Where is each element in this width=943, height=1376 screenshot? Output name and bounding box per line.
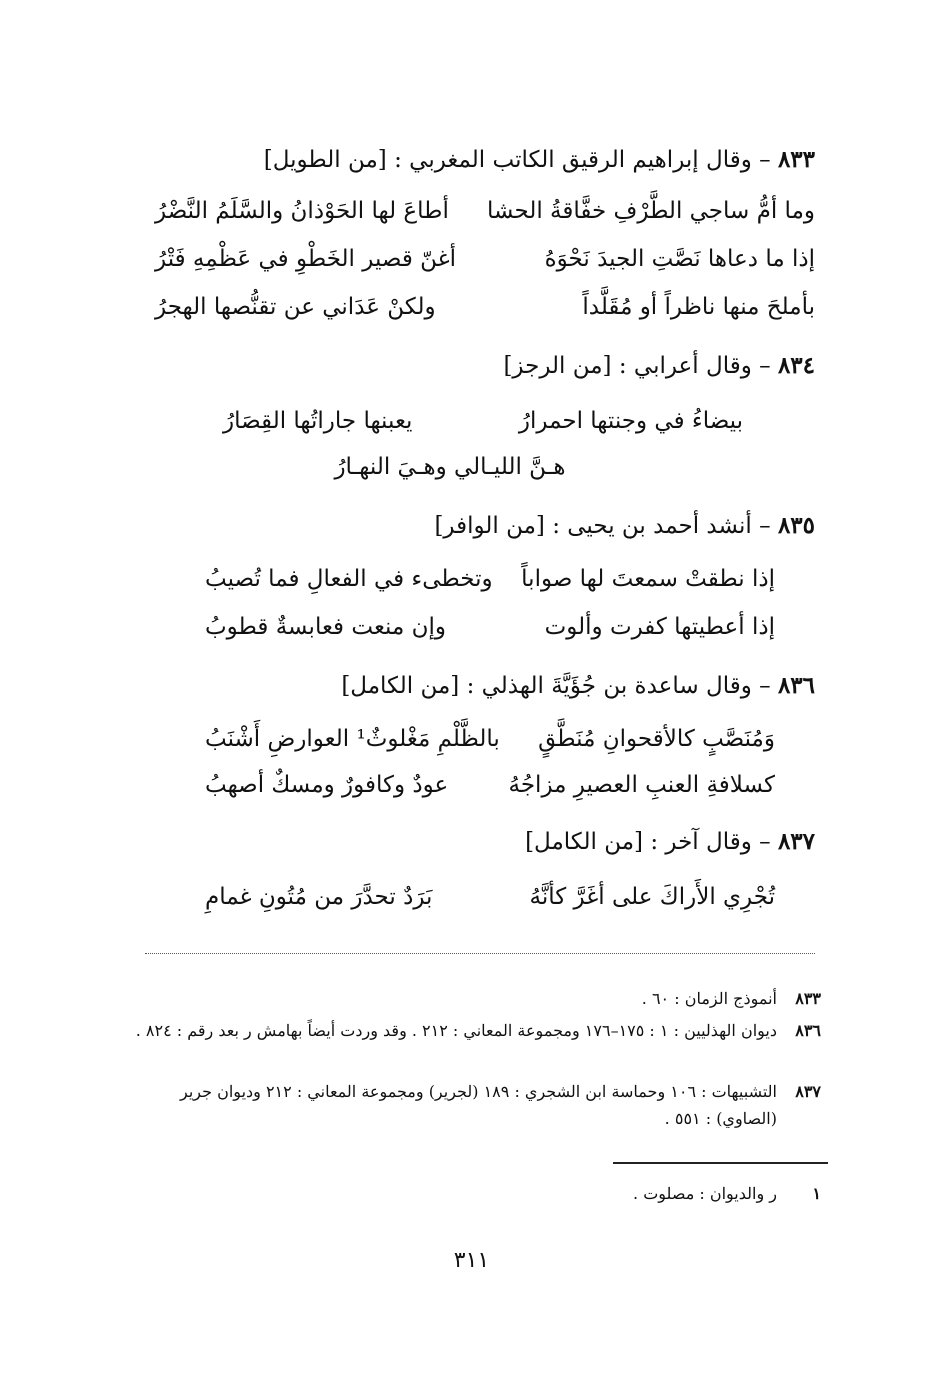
second-hemistich: بالظَّلْمِ مَغْلوثٌ¹ العوارضِ أَشْنَبُ bbox=[205, 726, 500, 752]
page-number: ٣١١ bbox=[453, 1248, 490, 1273]
entry-heading-833 bbox=[264, 146, 815, 173]
entry-heading-text: – أنشد أحمد بن يحيى : [من الوافر] bbox=[434, 513, 771, 539]
footnote-text: ديوان الهذليين : ١ : ١٧٥–١٧٦ ومجموعة المعاني : ٢١٢ . وقد وردت أيضاً بهامش ر بعد رقم : ٨٢٤ . bbox=[135, 1021, 777, 1040]
footnote-text: التشبيهات : ١٠٦ وحماسة ابن الشجري : ١٨٩ (لجرير) ومجموعة المعاني : ٢١٢ وديوان جرير (الصاوي) : ٥٥١ . bbox=[180, 1082, 777, 1128]
second-hemistich: وإن منعت فعابسةٌ قطوبُ bbox=[205, 614, 447, 640]
second-hemistich: وتخطىء في الفعالِ فما تُصيبُ bbox=[205, 566, 493, 592]
centered-verse: هـنَّ الليـالي وهـيَ النهـارُ bbox=[334, 454, 566, 480]
note-text: ر والديوان : مصلوت . bbox=[633, 1184, 777, 1203]
entry-heading-text: – وقال إبراهيم الرقيق الكاتب المغربي : [من الطويل] bbox=[263, 147, 771, 173]
entry-number: ٨٣٤ bbox=[777, 352, 815, 379]
first-hemistich: وما أمُّ ساجي الطَّرْفِ خفَّاقةُ الحشا bbox=[486, 198, 815, 224]
entry-number: ٨٣٧ bbox=[777, 828, 815, 855]
textual-note bbox=[121, 1180, 821, 1207]
footnotes-divider bbox=[145, 953, 815, 954]
footnote bbox=[121, 985, 821, 1012]
first-hemistich: وَمُنَصَّبٍ كالأقحوانِ مُنَطَّقٍ bbox=[538, 726, 775, 752]
second-hemistich: أغنّ قصير الخَطْوِ في عَظْمِهِ فَتْرُ bbox=[155, 246, 457, 272]
first-hemistich: بيضاءُ في وجنتها احمرارُ bbox=[518, 408, 743, 434]
entry-number: ٨٣٥ bbox=[777, 512, 815, 539]
footnote-number: ٨٣٦ bbox=[795, 1021, 821, 1040]
first-hemistich: بأملحَ منها ناظراً أو مُقَلَّداً bbox=[582, 294, 815, 320]
entry-heading-text: – وقال ساعدة بن جُؤَيَّةَ الهذلي : [من الكامل] bbox=[341, 673, 771, 699]
second-hemistich: بَرَدٌ تحدَّرَ من مُتُونِ غمامِ bbox=[205, 884, 433, 910]
entry-heading-text: – وقال أعرابي : [من الرجز] bbox=[503, 353, 771, 379]
entry-number: ٨٣٣ bbox=[777, 146, 815, 173]
first-hemistich: إذا أعطيتها كفرت وألوت bbox=[544, 614, 775, 640]
second-hemistich: ولكنْ عَدَاني عن تقنُّصها الهجرُ bbox=[155, 294, 436, 320]
entry-heading-837 bbox=[525, 828, 815, 855]
footnote bbox=[121, 1078, 821, 1132]
note-number: ١ bbox=[812, 1184, 821, 1203]
first-hemistich: تُجْرِي الأَراكَ على أغَرَّ كأنَّهُ bbox=[529, 884, 775, 910]
footnote bbox=[121, 1017, 821, 1044]
footnote-number: ٨٣٧ bbox=[795, 1082, 821, 1101]
entry-heading-835 bbox=[434, 512, 815, 539]
entry-number: ٨٣٦ bbox=[777, 672, 815, 699]
second-hemistich: عودٌ وكافورٌ ومسكٌ أصهبُ bbox=[205, 772, 449, 798]
entry-heading-834 bbox=[503, 352, 815, 379]
footnote-number: ٨٣٣ bbox=[795, 989, 821, 1008]
footnote-text: أنموذج الزمان : ٦٠ . bbox=[641, 989, 777, 1008]
first-hemistich: إذا ما دعاها نَصَّتِ الجيدَ نَحْوَهُ bbox=[544, 246, 815, 272]
second-hemistich: أطاعَ لها الحَوْذانُ والسَّلَمُ النَّضْرُ bbox=[155, 198, 449, 224]
second-hemistich: يعبنها جاراتُها القِصَارُ bbox=[223, 408, 413, 434]
note-divider bbox=[613, 1162, 828, 1164]
entry-heading-text: – وقال آخر : [من الكامل] bbox=[525, 829, 771, 855]
first-hemistich: إذا نطقتْ سمعتَ لها صواباً bbox=[521, 566, 775, 592]
entry-heading-836 bbox=[341, 672, 815, 699]
first-hemistich: كسلافةِ العنبِ العصيرِ مزاجُهُ bbox=[508, 772, 775, 798]
